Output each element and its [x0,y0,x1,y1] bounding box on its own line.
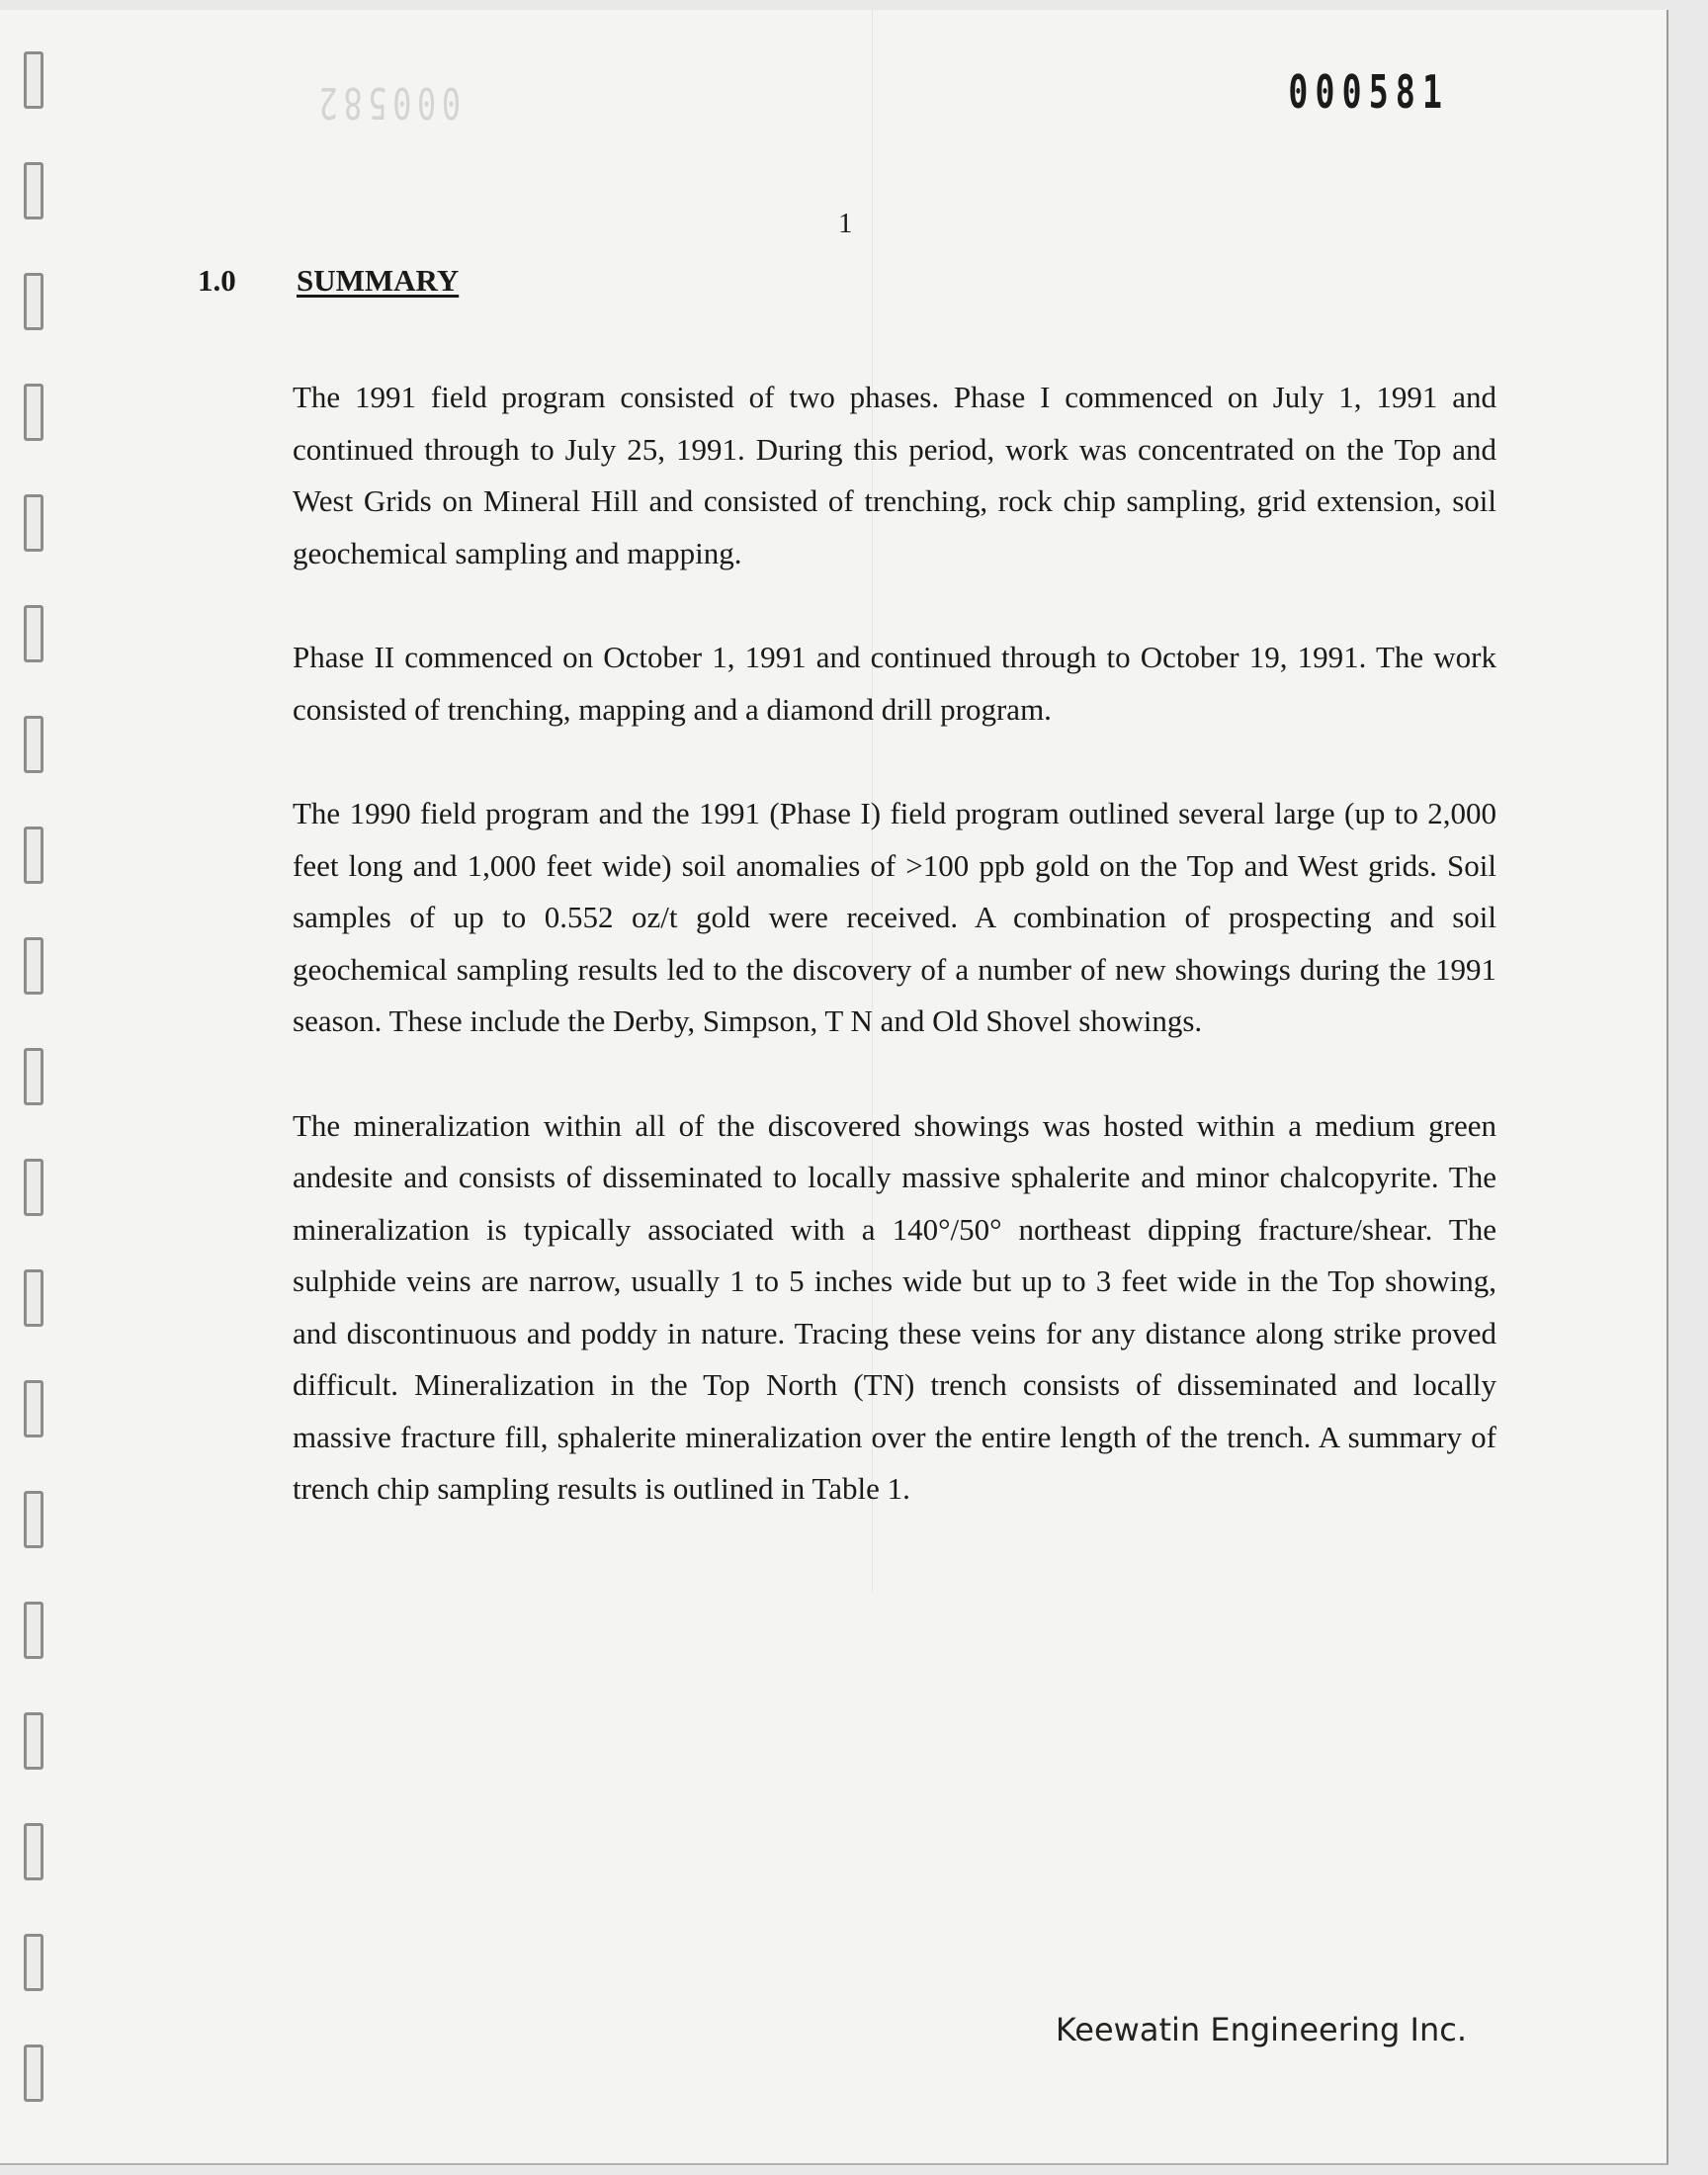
binder-hole [24,605,43,662]
faint-stamp-number: 000582 [312,77,461,128]
binder-hole [24,1048,43,1105]
section-number: 1.0 [198,263,236,298]
binder-hole [24,494,43,552]
binder-hole [24,1380,43,1437]
summary-body [293,372,1496,1568]
binder-holes [24,51,53,2155]
binder-hole [24,1491,43,1548]
binder-hole [24,937,43,995]
binder-hole [24,1602,43,1659]
section-heading [198,263,459,299]
binder-hole [24,1823,43,1880]
footer-company-name: Keewatin Engineering Inc. [1055,2011,1467,2048]
paragraph: The 1990 field program and the 1991 (Phase I) field program outlined several large (up to 2,000 feet long and 1,000 feet wide) soil anomalies of >100 ppb gold on the Top and West grids. Soil samples of up to 0.552 oz/t gold were received. A combination of prospecting and soil geochemical sampling results led to the discovery of a number of new showings during the 1991 season. These include the Derby, Simpson, T N and Old Shovel showings. [293,796,1496,1038]
binder-hole [24,1934,43,1991]
binder-hole [24,1269,43,1327]
paragraph: The mineralization within all of the discovered showings was hosted within a medium green andesite and consists of disseminated to locally massive sphalerite and minor chalcopyrite. The mineralization is typically associated with a 140°/50° northeast dipping fracture/shear. The sulphide veins are narrow, usually 1 to 5 inches wide but up to 3 feet wide in the Top showing, and discontinuous and poddy in nature. Tracing these veins for any distance along strike proved difficult. Mineralization in the Top North (TN) trench consists of disseminated and locally massive fracture fill, sphalerite mineralization over the entire length of the trench. A summary of trench chip sampling results is outlined in Table 1. [293,1107,1496,1506]
binder-hole [24,1159,43,1216]
binder-hole [24,384,43,441]
binder-hole [24,2044,43,2102]
paragraph: Phase II commenced on October 1, 1991 and continued through to October 19, 1991. The work consisted of trenching, mapping and a diamond drill program. [293,640,1496,727]
document-page [0,10,1668,2165]
binder-hole [24,273,43,330]
binder-hole [24,1712,43,1770]
document-stamp-number: 000581 [1288,65,1449,119]
page-number: 1 [838,208,853,239]
binder-hole [24,162,43,219]
binder-hole [24,826,43,884]
binder-hole [24,716,43,773]
binder-hole [24,51,43,109]
paragraph: The 1991 field program consisted of two phases. Phase I commenced on July 1, 1991 and continued through to July 25, 1991. During this period, work was concentrated on the Top and West Grids on Mineral Hill and consisted of trenching, rock chip sampling, grid extension, soil geochemical sampling and mapping. [293,380,1496,570]
section-title: SUMMARY [297,263,460,298]
